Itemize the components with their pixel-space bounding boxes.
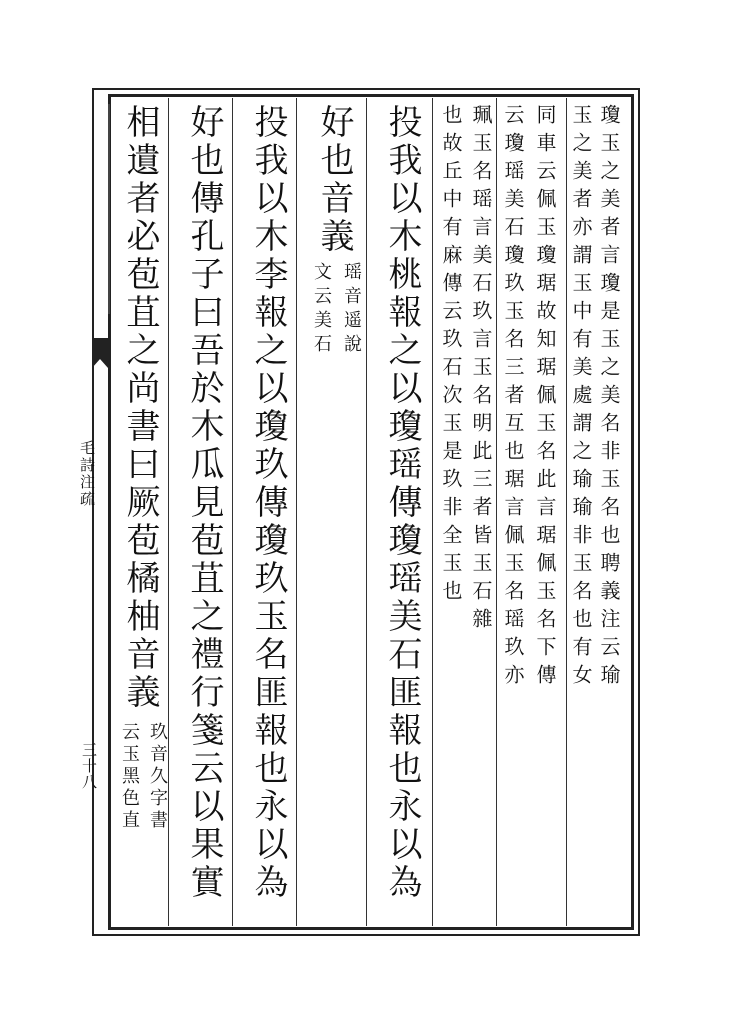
page-number: 三十八 [80,742,98,790]
column-rule [366,98,367,926]
column-rule [496,98,497,926]
column-rule [296,98,297,926]
main-text-column: 好也音義 [314,104,354,256]
note-line: 瓊玉之美者言瓊是玉之美名非玉名也聘義注云瑜 [597,104,621,692]
note-line: 也故丘中有麻傳云玖石次玉是玖非全玉也 [439,104,463,608]
note-line: 玉之美者亦謂玉中有美處謂之瑜瑜非玉名也有女 [569,104,593,692]
margin-header-mark [92,104,110,314]
note-line: 同車云佩玉瓊琚故知琚佩玉名此言琚佩玉名下傳 [533,104,557,692]
main-text-column: 投我以木桃報之以瓊瑶傳瓊瑶美石匪報也永以為 [382,104,422,902]
note-line: 玖音久字書 [147,722,168,832]
main-text-column: 投我以木李報之以瓊玖傳瓊玖玉名匪報也永以為 [248,104,288,902]
column-rule [566,98,567,926]
note-line: 云瓊瑶美石瓊玖玉名三者互也琚言佩玉名瑶玖亦 [501,104,525,692]
note-line: 云玉黑色直 [119,722,140,832]
note-line: 文云美石 [311,262,332,358]
main-text-column: 相遺者必苞苴之尚書曰厥苞橘柚音義 [120,104,160,712]
center-title: 毛詩注疏 [78,440,96,508]
column-rule [232,98,233,926]
note-line: 瑶音遥說 [341,262,362,358]
main-text-column: 好也傳孔子曰吾於木瓜見苞苴之禮行箋云以果實 [184,104,224,902]
column-rule [432,98,433,926]
note-line: 珮玉名瑶言美石玖言玉名明此三者皆玉石雜 [469,104,493,636]
